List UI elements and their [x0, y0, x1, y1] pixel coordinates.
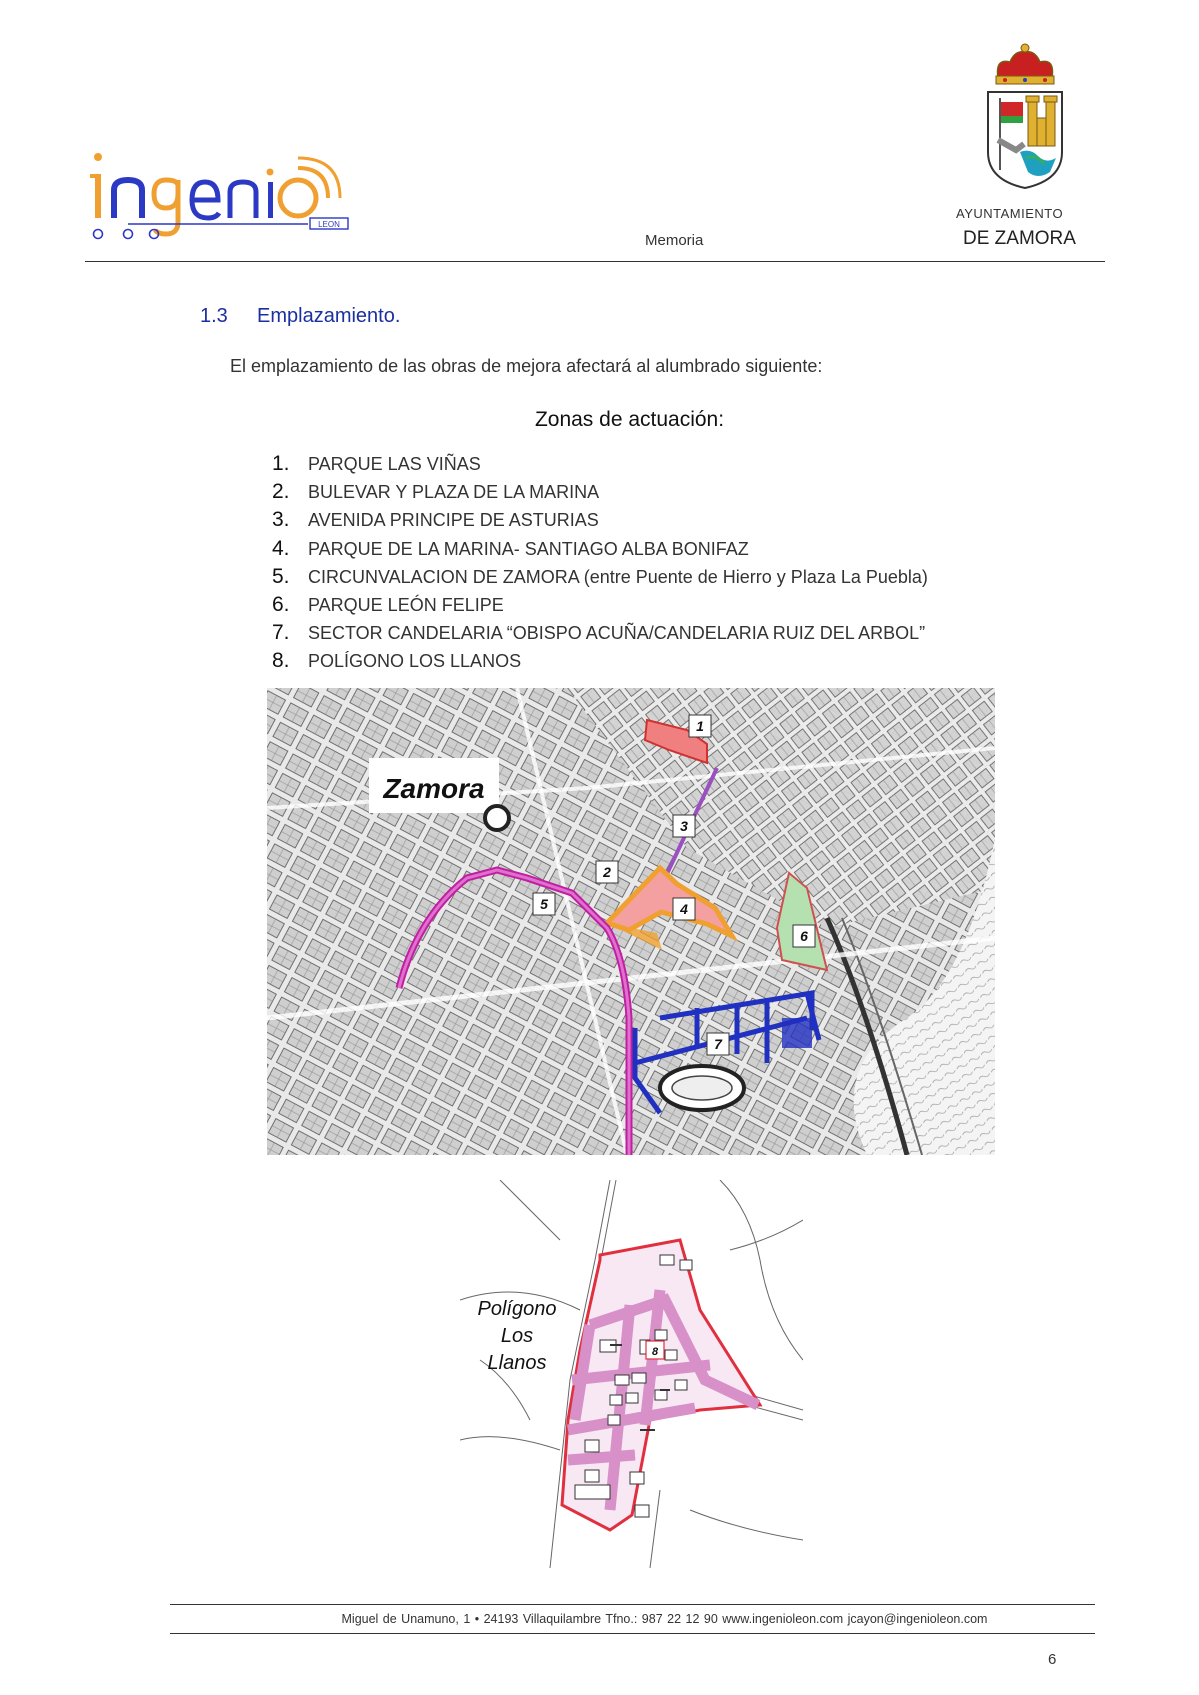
zone-label-6: 6 — [800, 928, 808, 944]
zone-label-1: 1 — [696, 718, 704, 734]
zone-number: 6. — [272, 592, 290, 616]
list-item — [272, 649, 928, 677]
zone-text: POLÍGONO LOS LLANOS — [308, 651, 522, 672]
list-item — [272, 508, 928, 536]
zone-text: PARQUE DE LA MARINA- SANTIAGO ALBA BONIFAZ — [308, 538, 749, 559]
zone-list — [272, 452, 928, 678]
section-title: Emplazamiento. — [257, 305, 401, 327]
zone-number: 7. — [272, 621, 290, 645]
list-item — [272, 593, 928, 621]
zone-text: PARQUE LAS VIÑAS — [308, 454, 481, 474]
poligono-los-llanos-map — [460, 1180, 803, 1568]
zone-label-2: 2 — [603, 864, 611, 880]
section-intro: El emplazamiento de las obras de mejora afectará al alumbrado siguiente: — [230, 356, 823, 376]
map-title: Zamora — [383, 773, 485, 804]
logo-sub-text: LEON — [318, 220, 340, 229]
zone-label-7: 7 — [714, 1036, 722, 1052]
list-item — [272, 621, 928, 649]
poligono-title-line3: Llanos — [487, 1352, 547, 1374]
list-item — [272, 565, 928, 593]
zone-text: CIRCUNVALACION DE ZAMORA (entre Puente de Hierro y Plaza La Puebla) — [308, 566, 928, 587]
zone-label-4: 4 — [680, 901, 688, 917]
footer-rule-top — [170, 1604, 1095, 1605]
footer-rule-bottom — [170, 1633, 1095, 1634]
header-de-zamora: DE ZAMORA — [963, 228, 1076, 249]
zone-label-3: 3 — [680, 818, 688, 834]
header-rule — [85, 261, 1105, 262]
footer-address: Miguel de Unamuno, 1 • 24193 Villaquilambre Tfno.: 987 22 12 90 www.ingenioleon.com jcayon@ingenioleon.com — [341, 1612, 988, 1626]
zamora-city-map — [267, 688, 995, 1155]
zone-number: 1. — [272, 452, 290, 475]
page-number: 6 — [1048, 1651, 1057, 1668]
zone-number: 5. — [272, 564, 290, 588]
zone-number: 4. — [272, 536, 290, 560]
zone-text: SECTOR CANDELARIA “OBISPO ACUÑA/CANDELARIA RUIZ DEL ARBOL” — [308, 623, 926, 644]
list-item — [272, 452, 928, 480]
zone-label-5: 5 — [540, 896, 548, 912]
ingenio-logo — [88, 150, 378, 245]
list-item — [272, 480, 928, 508]
zone-number: 8. — [272, 649, 290, 673]
header-memoria: Memoria — [645, 232, 704, 249]
zone-number: 2. — [272, 480, 290, 504]
poligono-title-line2: Los — [500, 1325, 534, 1347]
zone-number: 3. — [272, 508, 290, 532]
zone-text: PARQUE LEÓN FELIPE — [308, 594, 504, 615]
zonas-heading: Zonas de actuación: — [534, 408, 725, 431]
header-ayuntamiento: AYUNTAMIENTO — [956, 206, 1064, 221]
zamora-crest-icon — [980, 40, 1070, 195]
zone-label-8: 8 — [651, 1346, 659, 1358]
zone-text: AVENIDA PRINCIPE DE ASTURIAS — [308, 510, 599, 531]
poligono-title-line1: Polígono — [477, 1298, 557, 1320]
list-item — [272, 537, 928, 565]
zone-text: BULEVAR Y PLAZA DE LA MARINA — [308, 482, 600, 503]
section-number: 1.3 — [200, 305, 228, 327]
